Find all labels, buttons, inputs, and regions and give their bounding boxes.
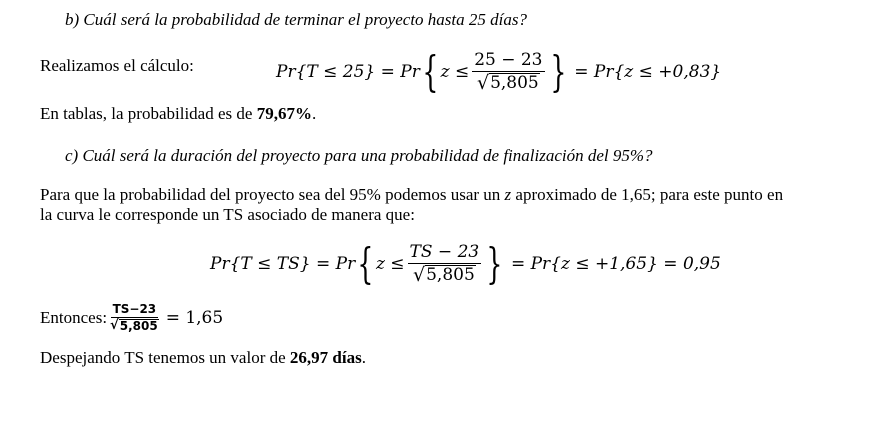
tables-prefix: En tablas, la probabilidad es de [40, 104, 257, 123]
para-line1-z: z [504, 185, 512, 204]
result-line [40, 348, 366, 368]
eq1-denominator [477, 72, 540, 93]
result-prefix: Despejando TS tenemos un valor de [40, 348, 290, 367]
para-line1-a: Para que la probabilidad del proyecto sea del 95% podemos usar un [40, 185, 505, 204]
paragraph-line-2: la curva le corresponde un TS asociado de manera que: [40, 205, 415, 224]
paragraph-line-1 [40, 185, 783, 205]
eq3-radicand: 5,805 [119, 319, 158, 333]
eq3-denominator [110, 318, 159, 333]
result-suffix: . [361, 348, 366, 367]
calc-intro: Realizamos el cálculo: [40, 56, 194, 75]
entonces-label: Entonces: [40, 307, 108, 327]
eq2-numerator: TS − 23 [409, 242, 480, 262]
sqrt-symbol-icon: √ [110, 318, 119, 333]
eq2-denominator [413, 264, 476, 285]
tables-line [40, 104, 316, 124]
entonces-line [40, 302, 223, 333]
result-value: 26,97 días [289, 348, 362, 367]
eq3-rhs: = 1,65 [165, 307, 224, 328]
eq1-lhs: Pr{T ≤ 25} = Pr [276, 61, 420, 82]
eq1-right-brace: } [549, 46, 566, 96]
sqrt-symbol-icon: √ [412, 264, 426, 286]
eq1-numerator: 25 − 23 [474, 50, 543, 70]
eq2-fraction [408, 242, 482, 285]
eq3-numerator: TS−23 [112, 302, 157, 316]
eq2-right-brace: } [486, 238, 503, 288]
eq1-fraction [472, 50, 544, 93]
eq2-inner-z: z ≤ [375, 253, 405, 274]
para-line1-b: aproximado de 1,65; para este punto en [511, 185, 784, 204]
equation-1 [276, 46, 722, 96]
equation-2 [210, 238, 721, 288]
tables-value: 79,67% [256, 104, 312, 123]
eq1-radicand: 5,805 [490, 73, 539, 93]
eq2-rhs: = Pr{z ≤ +1,65} = 0,95 [510, 253, 721, 274]
eq2-lhs: Pr{T ≤ TS} = Pr [210, 253, 356, 274]
eq1-left-brace: { [422, 46, 439, 96]
sqrt-symbol-icon: √ [476, 72, 490, 94]
question-b: b) Cuál será la probabilidad de terminar el proyecto hasta 25 días? [65, 10, 527, 29]
question-c: c) Cuál será la duración del proyecto para una probabilidad de finalización del 95%? [65, 146, 653, 165]
eq1-inner-z: z ≤ [440, 61, 470, 82]
eq3-fraction [110, 302, 159, 333]
eq1-rhs: = Pr{z ≤ +0,83} [574, 61, 722, 82]
tables-suffix: . [311, 104, 317, 123]
eq2-left-brace: { [357, 238, 374, 288]
eq2-radicand: 5,805 [426, 265, 475, 285]
